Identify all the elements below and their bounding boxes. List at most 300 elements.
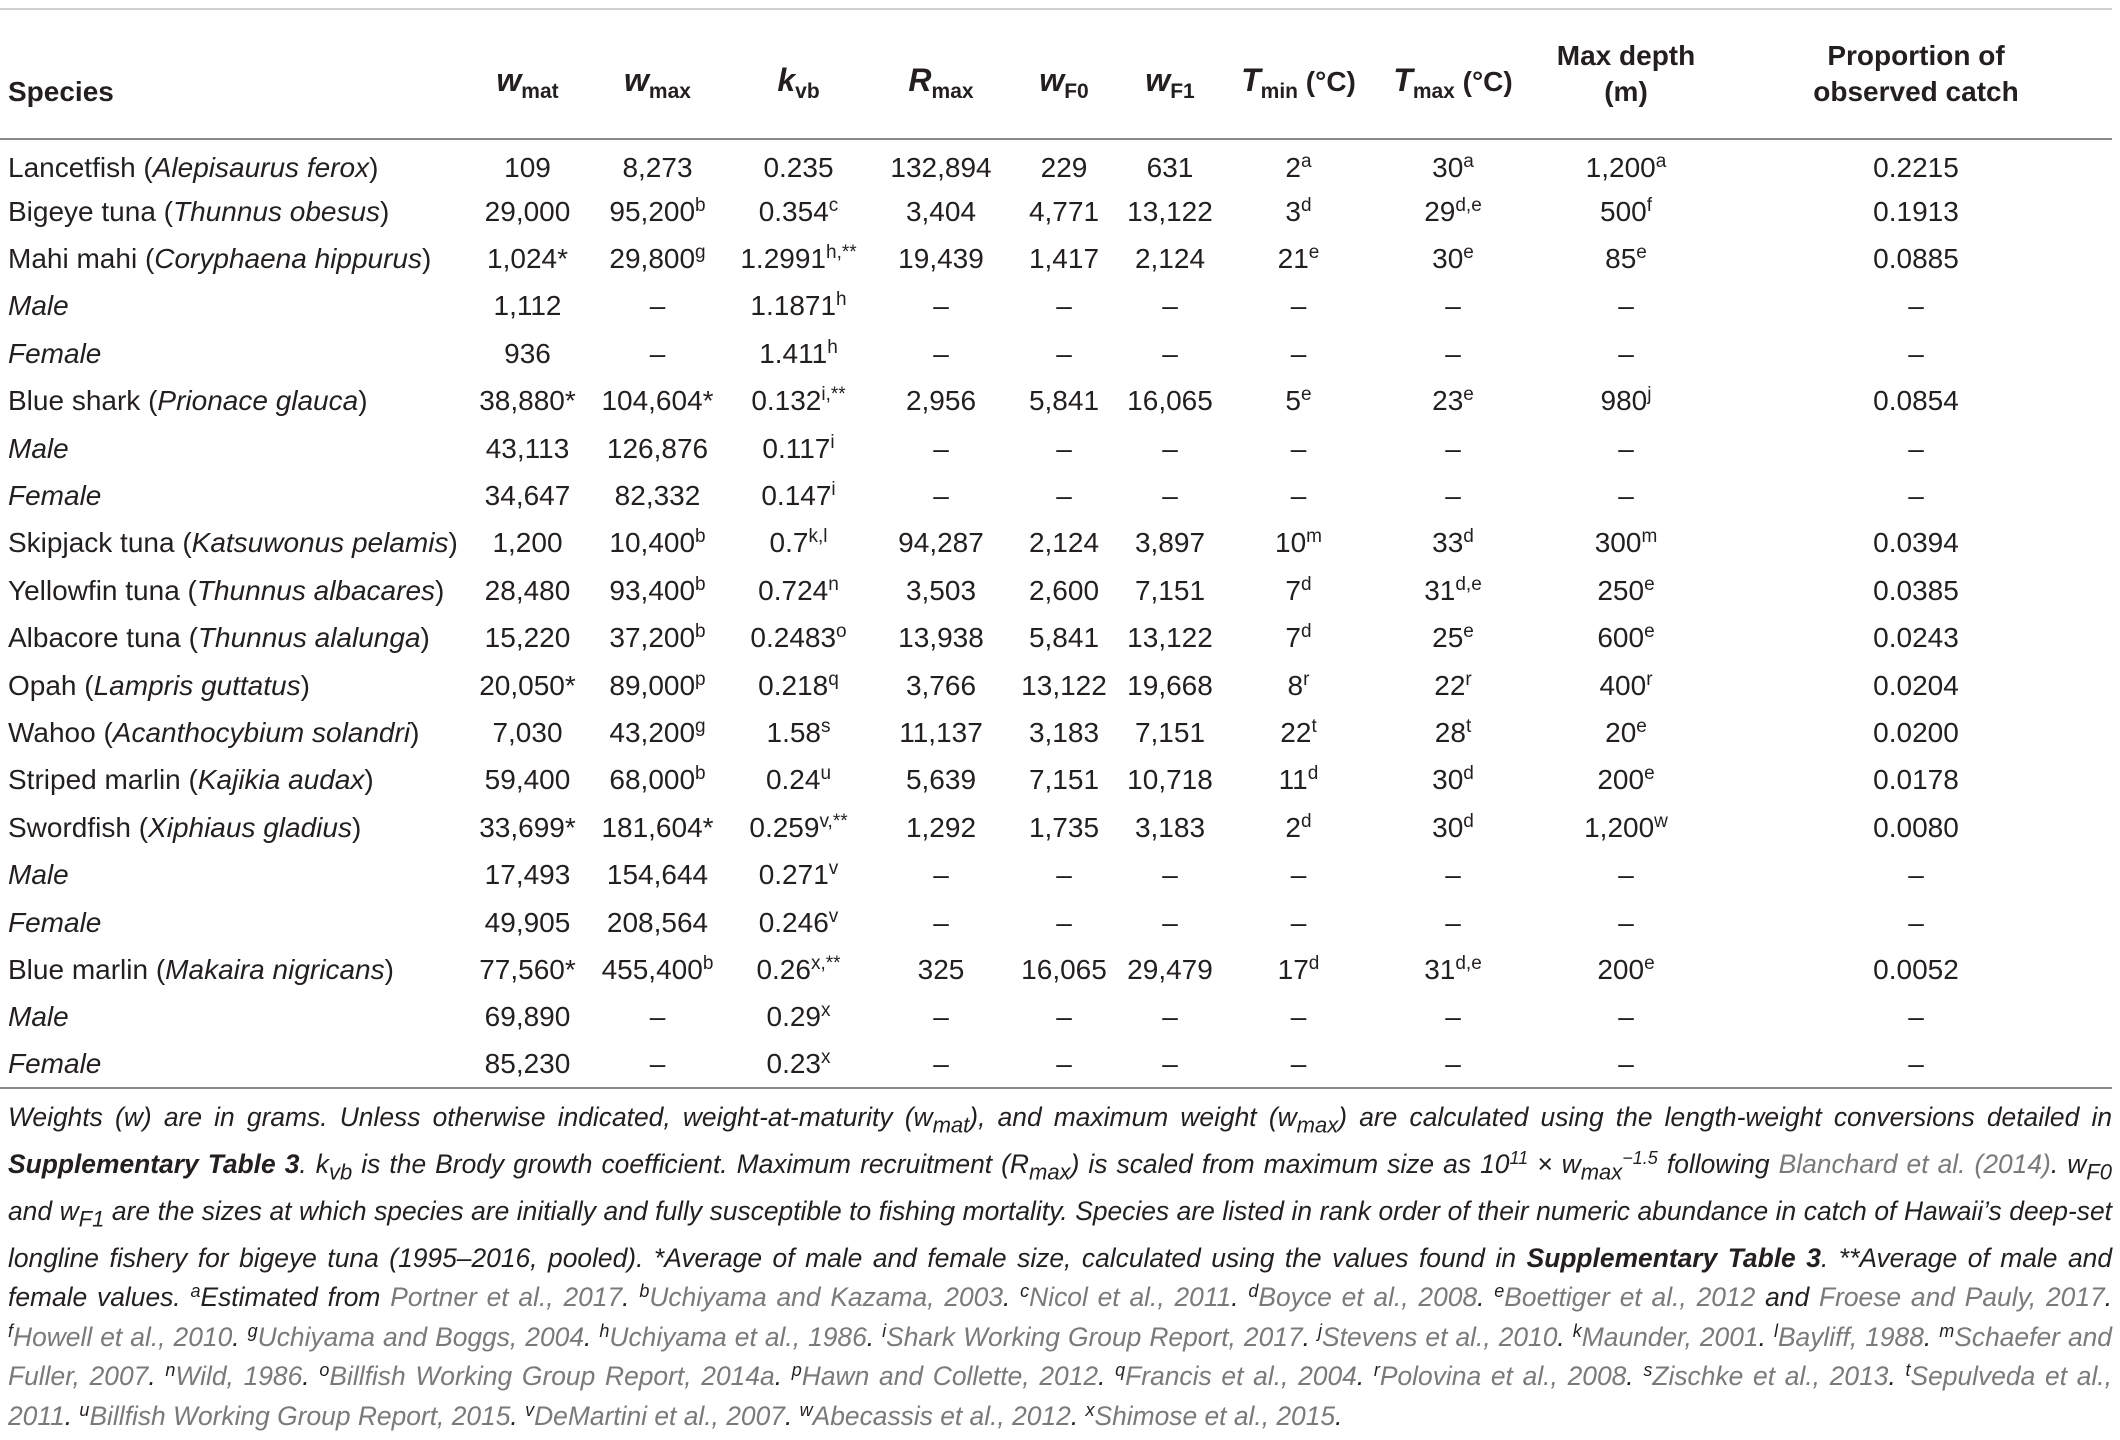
cell-rmax: 325 [917,953,965,985]
cell-wf0: – [1056,432,1072,464]
scientific-name: Kajikia audax [197,764,365,796]
citation-link[interactable]: Nicol et al., 2011 [1029,1282,1232,1313]
cell-rmax: 94,287 [898,527,984,559]
cell-prop: – [1908,906,1924,938]
cell-tmax: 31$^{d,e}$ [1424,573,1482,606]
cell-tmin: 7$^d$ [1285,573,1312,606]
cell-wmax: 82,332 [614,480,701,512]
common-name-part: ) [384,953,394,985]
cell-wf0: 3,183 [1028,716,1100,748]
cell-wmax: 43,200$^g$ [609,715,706,748]
table-row-sex-subrow [0,283,2112,330]
cell-tmax: – [1445,290,1461,322]
citation-link[interactable]: Boettiger et al., 2012 [1504,1282,1756,1313]
cell-rmax: 2,956 [905,385,977,417]
common-name-part: Blue marlin ( [8,953,166,985]
scientific-name: Prionace glauca [157,385,359,417]
citation-link[interactable]: Hawn and Collette, 2012 [801,1361,1099,1392]
cell-kvb: $0.26^{x,**}$ [756,952,841,985]
cell-tmin: – [1290,906,1307,938]
table-footnote: Weights (w) are in grams. Unless otherwise indicated, weight-at-maturity $(w_{mat})$, and maximum weight $(w_{max})$ are calculated using the length-weight conversions detailed in Supplementary Table 3. $k_{vb}$ is the Brody growth coefficient. Maximum recruitment $(R_{max})$ is scaled from maximum size as $10^{11} \times w_{max}^{-1.5}$ following Blanchard et al. (2014). $w_{F0}$ and $w_{F1}$ are the sizes at which species are initially and fully susceptible to fishing mortality. Species are listed in rank order of their numeric abundance in catch of Hawaii’s deep-set longline fishery for bigeye tuna (1995–2016, pooled). *Average of male and female size, calculated using the values found in Supplementary Table 3. **Average of male and female values. $^a$Estimated from Portner et al., 2017. $^b$Uchiyama and Kazama, 2003. $^c$Nicol et al., 2011. $^d$Boyce et al., 2008. $^e$Boettiger et al., 2012 and Froese and Pauly, 2017. $^f$Howell et al., 2010. $^g$Uchiyama and Boggs, 2004. $^h$Uchiyama et al., 1986. $^i$Shark Working Group Report, 2017. $^j$Stevens et al., 2010. $^k$Maunder, 2001. $^l$Bayliff, 1988. $^m$Schaefer and Fuller, 2007. $^n$Wild, 1986. $^o$Billfish Working Group Report, 2014a. $^p$Hawn and Collette, 2012. $^q$Francis et al., 2004. $^r$Polovina et al., 2008. $^s$Zischke et al., 2013. $^t$Sepulveda et al., 2011. $^u$Billfish Working Group Report, 2015. $^v$DeMartini et al., 2007. $^w$Abecassis et al., 2012. $^x$Shimose et al., 2015. [8,1102,2113,1431]
cell-wf1: 19,668 [1127,669,1213,701]
common-name-part: ) [410,716,420,748]
species-name [0,757,466,804]
common-name-part: Lancetfish ( [8,152,153,183]
cell-kvb: 1.58$^s$ [766,715,831,748]
cell-depth: 1,200$^w$ [1584,810,1668,843]
species-name [0,567,466,614]
cell-wmat: 34,647 [484,480,571,512]
common-name-part: Bigeye tuna ( [8,195,173,227]
table-row [0,662,2112,709]
citation-link[interactable]: Wild, 1986 [175,1361,303,1392]
header-proportion: Proportion of observed catch [1720,9,2112,139]
cell-depth: – [1618,906,1634,938]
citation-link[interactable]: Schaefer and Fuller, 2007 [8,1321,2112,1392]
common-name-part: ) [364,764,374,796]
table-row [0,804,2112,851]
cell-wmax: 93,400$^b$ [609,573,706,606]
species-name [0,520,466,567]
cell-wf0: 5,841 [1028,622,1100,654]
cell-tmin: – [1290,1001,1307,1033]
cell-kvb: 0.23$^x$ [766,1047,831,1080]
species-name [0,615,466,662]
table-row [0,378,2112,425]
scientific-name: Coryphaena hippurus [154,243,423,275]
cell-tmin: 3$^d$ [1285,194,1312,227]
sex-label: Female [8,337,102,369]
cell-depth: 200e [1597,763,1655,796]
cell-tmax: – [1445,906,1461,938]
cell-tmax: – [1445,859,1461,891]
species-parameters-table [0,8,2112,1089]
cell-wf0: 2,124 [1028,527,1100,559]
cell-wf0: 2,600 [1028,574,1100,606]
sex-label: Female [8,906,102,938]
cell-rmax: – [933,859,949,891]
cell-prop: – [1908,1048,1924,1080]
sex-label: Male [8,290,69,322]
common-name-part: Swordfish ( [8,811,149,843]
cell-prop: – [1908,480,1924,512]
citation-link[interactable]: Froese and Pauly, 2017 [1818,1282,2105,1313]
cell-wmax: 68,000$^b$ [609,763,706,796]
table-row-sex-subrow [0,330,2112,377]
cell-wmax: – [649,290,666,322]
cell-rmax: 132,894 [890,152,992,183]
sex-label: Male [8,1001,69,1033]
cell-rmax: 19,439 [898,243,984,275]
species-name [0,378,466,425]
cell-kvb: 0.724$^n$ [758,573,839,606]
common-name-part: ) [380,195,390,227]
cell-rmax: – [933,337,949,369]
cell-wmat: 936 [504,337,551,369]
header-kvb: $k_{vb}$ [726,9,871,139]
cell-tmax: – [1445,1048,1461,1080]
cell-depth: – [1618,432,1634,464]
cell-kvb: 0.7$^{k,l}$ [769,526,828,559]
citation-link[interactable]: Polovina et al., 2008 [1379,1361,1627,1392]
cell-wf0: – [1056,1048,1072,1080]
cell-prop: 0.2215 [1873,152,1959,183]
cell-wmax: 95,200$^b$ [609,194,706,227]
cell-tmin: 21e [1277,242,1320,275]
table-row [0,757,2112,804]
cell-wf1: – [1162,1048,1178,1080]
cell-wf1: 29,479 [1127,953,1213,985]
cell-tmax: 28$^t$ [1434,715,1472,748]
citation-link[interactable]: Billfish Working Group Report, 2015 [89,1401,511,1431]
scientific-name: Xiphiaus gladius [148,811,352,843]
cell-wmat: 69,890 [484,1001,571,1033]
citation-link[interactable]: Boyce et al., 2008 [1258,1282,1478,1313]
table-row [0,520,2112,567]
header-wmax: $w_{max}$ [589,9,726,139]
cell-kvb: 0.235 [763,152,834,183]
table-row-sex-subrow [0,1041,2112,1088]
table-row-sex-subrow [0,425,2112,472]
cell-wf1: 13,122 [1127,622,1213,654]
common-name-part: ) [358,385,368,417]
cell-wf0: – [1056,906,1072,938]
cell-rmax: 3,766 [905,669,977,701]
citation-link[interactable]: Uchiyama and Kazama, 2003 [649,1282,1003,1313]
cell-tmax: 30$^a$ [1432,151,1474,183]
cell-depth: 250e [1597,573,1655,606]
cell-wf1: 7,151 [1134,716,1206,748]
citation-link[interactable]: Portner et al., 2017 [390,1282,623,1313]
cell-tmax: 29$^{d,e}$ [1424,194,1482,227]
sex-label: Male [8,859,69,891]
table-row [0,235,2112,282]
citation-link[interactable]: Howell et al., 2010 [13,1321,233,1352]
table-row [0,946,2112,993]
cell-wmat: 59,400 [484,764,571,796]
cell-tmin: 5e [1285,384,1312,417]
cell-tmin: 11$^d$ [1278,763,1319,796]
cell-wmat: 1,024* [487,243,568,275]
cell-depth: – [1618,1048,1634,1080]
cell-wmat: 49,905 [484,906,571,938]
cell-rmax: 3,404 [905,195,977,227]
scientific-name: Thunnus albacares [196,574,436,606]
cell-rmax: – [933,1048,949,1080]
cell-depth: 300$^m$ [1594,526,1658,559]
table-row [0,615,2112,662]
cell-wf1: 3,897 [1134,527,1206,559]
cell-tmax: 30$^d$ [1432,810,1474,843]
common-name-part: ) [420,622,430,654]
cell-kvb: 0.117$^i$ [762,431,835,464]
cell-prop: – [1908,337,1924,369]
cell-wf1: 2,124 [1134,243,1206,275]
cell-rmax: 5,639 [905,764,977,796]
cell-tmin: 7$^d$ [1285,621,1312,654]
scientific-name: Makaira nigricans [165,953,385,985]
cell-depth: 600e [1597,621,1655,654]
scientific-name: Katsuwonus pelamis [191,527,449,559]
cell-rmax: 11,137 [899,716,983,748]
cell-prop: 0.0885 [1873,243,1959,275]
cell-wmat: 7,030 [492,716,563,748]
citation-link[interactable]: Shark Working Group Report, 2017 [886,1321,1303,1352]
citation-link[interactable]: Uchiyama and Boggs, 2004 [257,1321,585,1352]
cell-kvb: 0.271$^v$ [758,858,839,891]
cell-wmax: – [649,1048,666,1080]
cell-wf1: – [1162,1001,1178,1033]
cell-wmax: 154,644 [606,859,709,891]
cell-rmax: 1,292 [905,811,977,843]
cell-wf1: 7,151 [1134,574,1206,606]
cell-kvb: $0.259^{v,**}$ [749,810,848,843]
cell-wmax: 89,000$^p$ [609,668,706,701]
scientific-name: Thunnus obesus [173,195,381,227]
cell-rmax: – [933,432,949,464]
header-row [0,9,2112,139]
cell-rmax: – [933,906,949,938]
common-name-part: ) [300,669,310,701]
citation-link[interactable]: Uchiyama et al., 1986 [609,1321,867,1352]
species-name [0,139,466,188]
cell-prop: 0.1913 [1873,195,1959,227]
cell-wf0: – [1056,1001,1072,1033]
header-wmat: $w_{mat}$ [466,9,589,139]
cell-prop: 0.0243 [1873,622,1959,654]
cell-depth: 200e [1597,952,1655,985]
cell-tmin: – [1290,480,1307,512]
table-row [0,139,2112,188]
cell-wf0: 229 [1040,152,1088,183]
cell-wmat: 1,200 [492,527,563,559]
citation-link[interactable]: DeMartini et al., 2007 [534,1401,785,1431]
cell-wmax: 181,604* [601,811,714,843]
cell-wmat: 1,112 [493,290,562,322]
cell-wf0: 13,122 [1021,669,1107,701]
table-row-sex-subrow [0,851,2112,898]
cell-wmat: 28,480 [484,574,571,606]
scientific-name: Acanthocybium solandri [112,716,411,748]
table-header [0,9,2112,139]
common-name-part: ) [435,574,445,606]
cell-rmax: 3,503 [905,574,977,606]
cell-tmax: 25e [1432,621,1474,654]
footnote-references: $^a$Estimated from Portner et al., 2017. $^b$Uchiyama and Kazama, 2003. $^c$Nicol et al., 2011. $^d$Boyce et al., 2008. $^e$Boettiger et al., 2012 and Froese and Pauly, 2017. $^f$Howell et al., 2010. $^g$Uchiyama and Boggs, 2004. $^h$Uchiyama et al., 1986. $^i$Shark Working Group Report, 2017. $^j$Stevens et al., 2010. $^k$Maunder, 2001. $^l$Bayliff, 1988. $^m$Schaefer and Fuller, 2007. $^n$Wild, 1986. $^o$Billfish Working Group Report, 2014a. $^p$Hawn and Collette, 2012. $^q$Francis et al., 2004. $^r$Polovina et al., 2008. $^s$Zischke et al., 2013. $^t$Sepulveda et al., 2011. $^u$Billfish Working Group Report, 2015. $^v$DeMartini et al., 2007. $^w$Abecassis et al., 2012. $^x$Shimose et al., 2015. [8,1281,2113,1431]
cell-prop: 0.0080 [1873,811,1959,843]
cell-tmin: – [1290,432,1307,464]
cell-wf0: 1,735 [1028,811,1100,843]
cell-wmax: 8,273 [622,152,693,183]
cell-tmax: 30$^d$ [1432,763,1474,796]
cell-kvb: 1.1871$^h$ [750,289,847,322]
cell-wmax: 10,400$^b$ [609,526,706,559]
cell-tmin: 17$^d$ [1277,952,1320,985]
sex-label: Female [8,480,102,512]
cell-kvb: 0.246$^v$ [758,905,839,938]
common-name-part: Wahoo ( [8,716,113,748]
cell-tmin: 8$^r$ [1287,668,1310,701]
sex-label: Male [8,432,69,464]
cell-wmat: 15,220 [484,622,571,654]
cell-rmax: – [933,480,949,512]
cell-depth: – [1618,337,1634,369]
cell-depth: – [1618,1001,1634,1033]
cell-wmat: 20,050* [479,669,576,701]
cell-wmax: – [649,337,666,369]
citation-link[interactable]: Sepulveda et al., 2011 [8,1361,2112,1431]
cell-prop: – [1908,1001,1924,1033]
species-name [0,188,466,235]
cell-wf0: 16,065 [1021,953,1107,985]
cell-wf1: – [1162,906,1178,938]
cell-wmat: 33,699* [479,811,576,843]
cell-depth: – [1618,859,1634,891]
cell-depth: 85e [1605,242,1647,275]
cell-depth: 400$^r$ [1599,668,1653,701]
cell-kvb: 0.29$^x$ [766,1000,831,1033]
species-name [0,709,466,756]
scientific-name: Lampris guttatus [93,669,301,701]
cell-wf0: – [1056,290,1072,322]
header-tmax: $T_{max}$ (°C) [1374,9,1532,139]
cell-prop: 0.0394 [1873,527,1959,559]
cell-tmax: – [1445,480,1461,512]
cell-prop: – [1908,290,1924,322]
cell-tmax: 23e [1432,384,1474,417]
common-name-part: ) [448,527,458,559]
cell-wmax: 455,400$^b$ [601,952,714,985]
cell-wmax: 126,876 [606,432,709,464]
cell-rmax: – [933,290,949,322]
cell-wf1: – [1162,290,1178,322]
cell-wf0: 7,151 [1028,764,1100,796]
cell-tmax: – [1445,337,1461,369]
cell-wmat: 77,560* [479,953,576,985]
cell-wmat: 17,493 [484,859,571,891]
cell-wf0: 1,417 [1028,243,1100,275]
cell-tmin: – [1290,290,1307,322]
common-name-part: Striped marlin ( [8,764,198,796]
citation-link[interactable]: Stevens et al., 2010 [1322,1321,1558,1352]
cell-kvb: 0.2483$^o$ [750,621,847,654]
cell-tmin: 10$^m$ [1275,526,1322,559]
cell-prop: 0.0200 [1873,716,1959,748]
cell-wmax: 104,604* [601,385,714,417]
cell-wf0: – [1056,480,1072,512]
common-name-part: Blue shark ( [8,385,158,417]
cell-wf0: 5,841 [1028,385,1100,417]
cell-wf0: – [1056,859,1072,891]
cell-wf0: – [1056,337,1072,369]
cell-prop: – [1908,432,1924,464]
header-rmax: $R_{max}$ [871,9,1011,139]
cell-wmax: – [649,1001,666,1033]
cell-depth: – [1618,290,1634,322]
header-tmin: $T_{min}$ (°C) [1223,9,1374,139]
table-row-sex-subrow [0,994,2112,1041]
cell-prop: 0.0385 [1873,574,1959,606]
cell-wf1: – [1162,859,1178,891]
cell-wmat: 43,113 [485,432,570,464]
cell-tmax: – [1445,432,1461,464]
table-row [0,188,2112,235]
table-row-sex-subrow [0,472,2112,519]
cell-tmin: 22$^t$ [1280,715,1317,748]
cell-rmax: – [933,1001,949,1033]
table-row-sex-subrow [0,899,2112,946]
cell-kvb: 0.147$^i$ [761,479,836,512]
cell-wf1: 3,183 [1134,811,1206,843]
cell-kvb: 0.24$^u$ [765,763,832,796]
cell-kvb: 0.218$^q$ [758,668,839,701]
cell-wf1: 10,718 [1127,764,1213,796]
cell-wf0: 4,771 [1028,195,1100,227]
cell-wf1: – [1162,432,1178,464]
species-name [0,804,466,851]
scientific-name: Alepisaurus ferox [152,152,370,183]
cell-prop: 0.0204 [1873,669,1959,701]
citation-link[interactable]: Bayliff, 1988 [1777,1321,1924,1352]
table-row [0,709,2112,756]
common-name-part: ) [351,811,362,843]
cell-tmax: 30e [1432,242,1474,275]
header-wf0: $w_{F0}$ [1011,9,1117,139]
cell-wf1: 16,065 [1127,385,1213,417]
common-name-part: Opah ( [8,669,94,701]
cell-tmin: – [1290,337,1307,369]
cell-kvb: $1.2991^{h,**}$ [740,242,857,275]
header-max-depth: Max depth (m) [1532,9,1720,139]
cell-depth: 980$^j$ [1600,384,1652,417]
common-name-part: Yellowfin tuna ( [8,574,197,606]
sex-label: Female [8,1048,102,1080]
common-name-part: ) [369,152,379,183]
cell-wmat: 109 [504,152,551,183]
citation-link[interactable]: Francis et al., 2004 [1125,1361,1357,1392]
citation-link[interactable]: Zischke et al., 2013 [1652,1361,1889,1392]
citation-link[interactable]: Maunder, 2001 [1581,1321,1759,1352]
common-name-part: Albacore tuna ( [8,622,198,654]
common-name-part: Mahi mahi ( [8,243,155,275]
cell-tmax: 22$^r$ [1434,668,1472,701]
citation-link[interactable]: Billfish Working Group Report, 2014a [329,1361,775,1392]
cell-wf1: – [1162,480,1178,512]
table-body [0,139,2112,1088]
cell-wf1: 631 [1146,152,1194,183]
cell-wmat: 29,000 [484,195,571,227]
cell-tmin: 2$^d$ [1285,810,1312,843]
header-wf1: $w_{F1}$ [1117,9,1223,139]
cell-kvb: 0.354$^c$ [758,194,839,227]
cell-tmin: – [1290,1048,1307,1080]
cell-kvb: 1.411$^h$ [759,336,838,369]
cell-tmin: 2$^a$ [1285,151,1312,183]
species-name [0,235,466,282]
header-species: Species [0,9,466,139]
cell-depth: 20e [1605,715,1647,748]
cell-prop: – [1908,859,1924,891]
cell-depth: 1,200$^a$ [1585,151,1667,183]
cell-prop: 0.0854 [1873,385,1959,417]
cell-depth: – [1618,480,1634,512]
cell-tmax: 33$^d$ [1432,526,1474,559]
species-name [0,662,466,709]
cell-wf1: 13,122 [1127,195,1213,227]
citation-link[interactable]: Shimose et al., 2015 [1094,1401,1336,1431]
citation-link[interactable]: Abecassis et al., 2012 [812,1401,1071,1431]
species-name [0,946,466,993]
